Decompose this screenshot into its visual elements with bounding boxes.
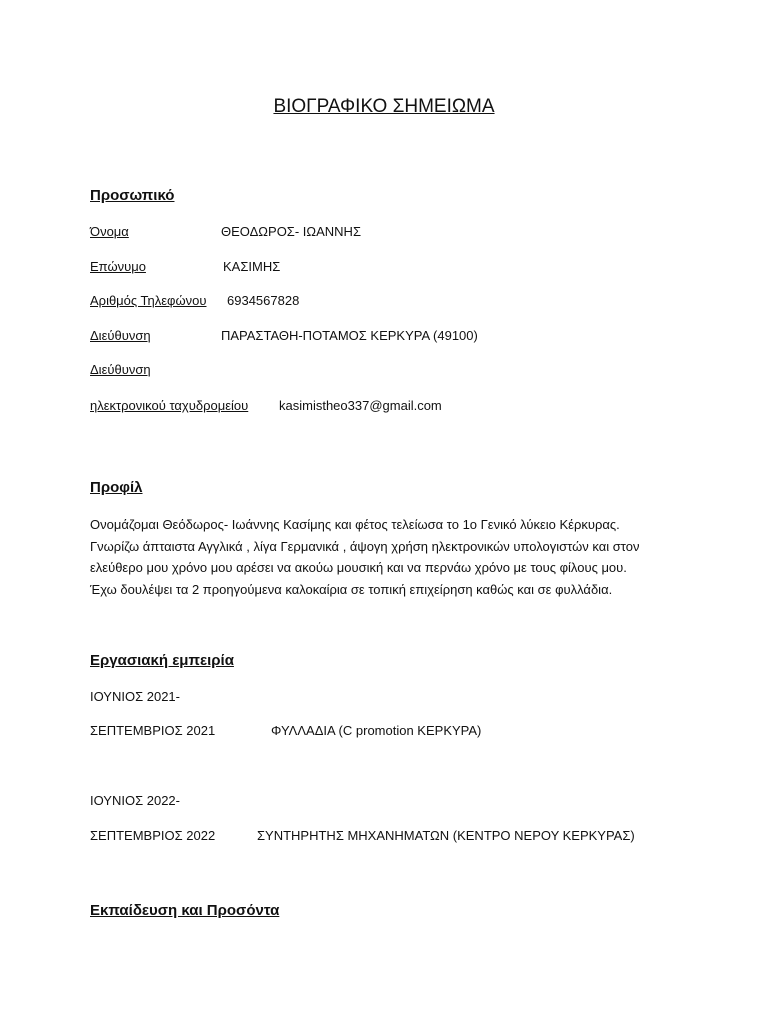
- personal-heading: Προσωπικό: [90, 187, 175, 204]
- surname-label: Επώνυμο: [90, 259, 146, 274]
- email-label-line2: ηλεκτρονικού ταχυδρομείου: [90, 398, 249, 413]
- job-description: ΦΥΛΛΑΔΙΑ (C promotion ΚΕΡΚΥΡΑ): [271, 723, 482, 738]
- experience-heading: Εργασιακή εμπειρία: [90, 652, 234, 669]
- address-value: ΠΑΡΑΣΤΑΘΗ-ΠΟΤΑΜΟΣ ΚΕΡΚΥΡΑ (49100): [221, 328, 478, 343]
- surname-value: ΚΑΣΙΜΗΣ: [223, 259, 281, 274]
- profile-line: Γνωρίζω άπταιστα Αγγλικά , λίγα Γερμανικά , άψογη χρήση ηλεκτρονικών υπολογιστών και στον: [90, 538, 640, 554]
- profile-heading: Προφίλ: [90, 479, 143, 496]
- name-value: ΘΕΟΔΩΡΟΣ- ΙΩΑΝΝΗΣ: [221, 224, 361, 239]
- profile-paragraph: [90, 514, 690, 600]
- email-label-line1: Διεύθυνση: [90, 362, 151, 377]
- profile-line: Ονομάζομαι Θεόδωρος- Ιωάννης Κασίμης και φέτος τελείωσα το 1ο Γενικό λύκειο Κέρκυρας.: [90, 517, 620, 532]
- job-end: ΣΕΠΤΕΜΒΡΙΟΣ 2021: [90, 723, 216, 738]
- phone-label: Αριθμός Τηλεφώνου: [90, 293, 207, 308]
- address-label: Διεύθυνση: [90, 328, 151, 343]
- profile-line: Έχω δουλέψει τα 2 προηγούμενα καλοκαίρια σε τοπική επιχείρηση καθώς και σε φυλλάδια.: [90, 581, 613, 597]
- email-value: kasimistheo337@gmail.com: [279, 398, 442, 413]
- job-start: ΙΟΥΝΙΟΣ 2021-: [90, 689, 180, 704]
- page-title: ΒΙΟΓΡΑΦΙΚΟ ΣΗΜΕΙΩΜΑ: [273, 96, 495, 117]
- phone-value: 6934567828: [227, 293, 300, 308]
- job-start: ΙΟΥΝΙΟΣ 2022-: [90, 793, 180, 808]
- job-end: ΣΕΠΤΕΜΒΡΙΟΣ 2022: [90, 828, 216, 843]
- job-description: ΣΥΝΤΗΡΗΤΗΣ ΜΗΧΑΝΗΜΑΤΩΝ (ΚΕΝΤΡΟ ΝΕΡΟΥ ΚΕΡΚΥΡΑΣ): [257, 828, 635, 843]
- profile-line: ελεύθερο μου χρόνο μου αρέσει να ακούω μουσική και να περνάω χρόνο με τους φίλους μου.: [90, 560, 627, 575]
- name-label: Όνομα: [90, 224, 129, 239]
- education-heading: Εκπαίδευση και Προσόντα: [90, 902, 280, 919]
